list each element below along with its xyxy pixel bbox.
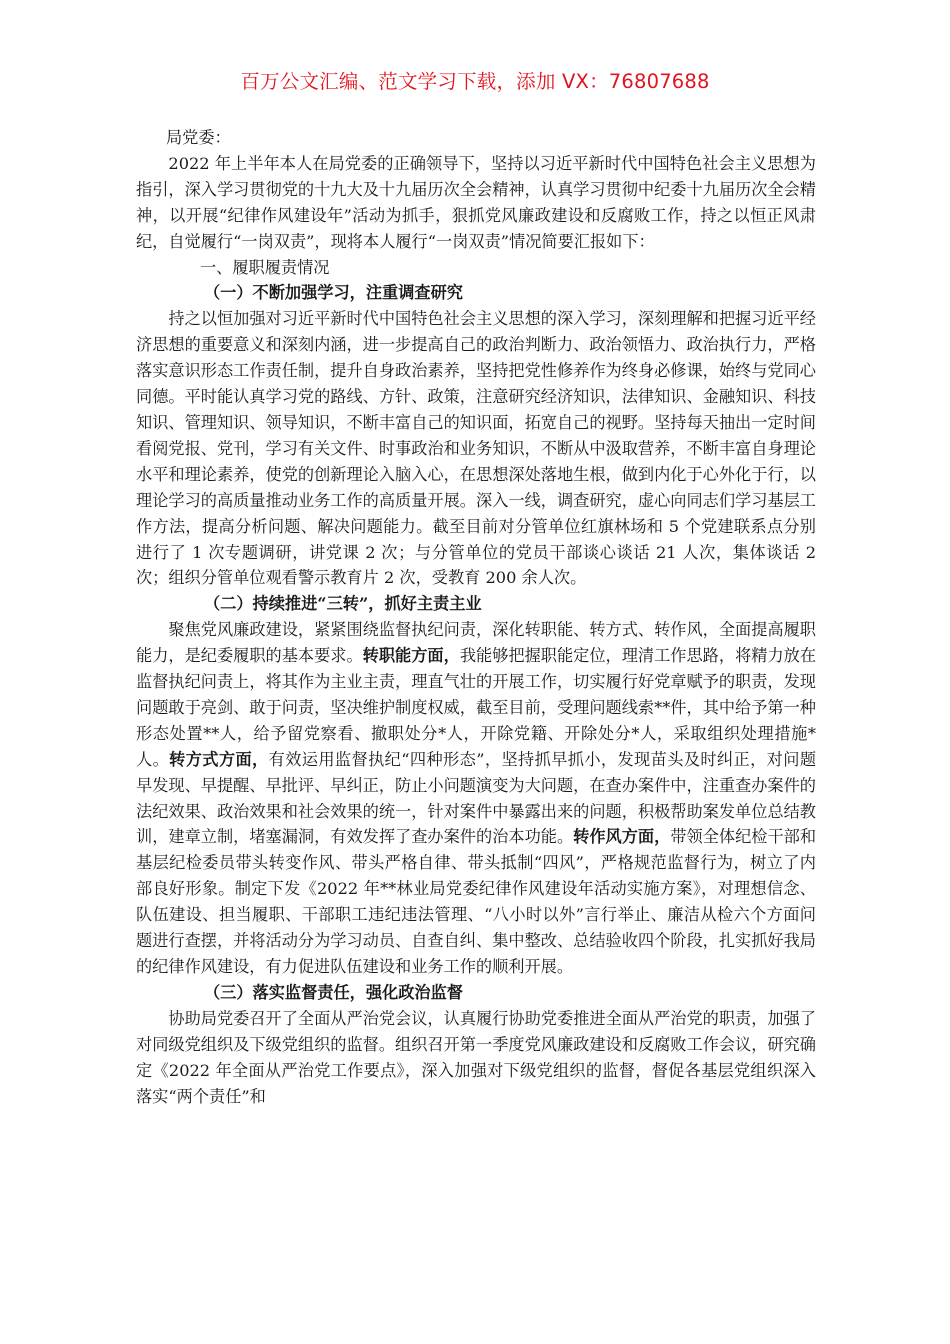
bold-lead: 转作风方面， xyxy=(573,827,671,847)
subsection-paragraph: 协助局党委召开了全面从严治党会议，认真履行协助党委推进全面从严治党的职责，加强了对同级党组织及下级党组织的监督。组织召开第一季度党风廉政建设和反腐败工作会议，研究确定《2022 年全面从严治党工作要点》，深入加强对下级党组织的监督，督促各基层党组织深入落实“两个责任”和 xyxy=(136,1008,816,1106)
subsection-heading: （一）不断加强学习，注重调查研究 xyxy=(204,283,463,303)
bold-lead: 转方式方面， xyxy=(169,749,269,769)
section-heading: 一、履职履责情况 xyxy=(200,257,330,277)
bold-lead: 转职能方面， xyxy=(362,646,460,666)
subsection-heading: （二）持续推进“三转”，抓好主责主业 xyxy=(204,594,482,614)
subsection-heading: （三）落实监督责任，强化政治监督 xyxy=(204,982,463,1002)
subsection-paragraph: 持之以恒加强对习近平新时代中国特色社会主义思想的深入学习，深刻理解和把握习近平经济思想的重要意义和深刻内涵，进一步提高自己的政治判断力、政治领悟力、政治执行力，严格落实意识形态工作责任制，提升自身政治素养，坚持把党性修养作为终身必修课，始终与党同心同德。平时能认真学习党的路线、方针、政策，注意研究经济知识，法律知识、金融知识、科技知识、管理知识、领导知识，不断丰富自己的知识面，拓宽自己的视野。坚持每天抽出一定时间看阅党报、党刊，学习有关文件、时事政治和业务知识，不断从中汲取营养，不断丰富自身理论水平和理论素养，使党的创新理论入脑入心，在思想深处落地生根，做到内化于心外化于行，以理论学习的高质量推动业务工作的高质量开展。深入一线，调查研究，虚心向同志们学习基层工作方法，提高分析问题、解决问题能力。截至目前对分管单位红旗林场和 5 个党建联系点分别进行了 1 次专题调研，讲党课 2 次；与分管单位的党员干部谈心谈话 21 人次，集体谈话 2 次；组织分管单位观看警示教育片 2 次，受教育 200 余人次。 xyxy=(136,309,816,588)
paragraph-text: 带领全体纪检干部和基层纪检委员带头转变作风、带头严格自律、带头抵制“四风”，严格规范监督行为，树立了内部良好形象。制定下发《2022 年**林业局党委纪律作风建设年活动实施方案》，对理想信念、队伍建设、担当履职、干部职工违纪违法管理、“八小时以外”言行举止、廉洁从检六个方面问题进行查摆，并将活动分为学习动员、自查自纠、集中整改、总结验收四个阶段，扎实抓好我局的纪律作风建设，有力促进队伍建设和业务工作的顺利开展。 xyxy=(136,827,817,976)
salutation: 局党委： xyxy=(166,128,231,147)
intro-paragraph: 2022 年上半年本人在局党委的正确领导下，坚持以习近平新时代中国特色社会主义思想为指引，深入学习贯彻党的十九大及十九届历次全会精神，认真学习贯彻中纪委十九届历次全会精神，以开展“纪律作风建设年”活动为抓手，狠抓党风廉政建设和反腐败工作，持之以恒正风肃纪，自觉履行“一岗双责”，现将本人履行“一岗双责”情况简要汇报如下： xyxy=(136,153,816,251)
paragraph-text: 有效运用监督执纪“四种形态”，坚持抓早抓小，发现苗头及时纠正，对问题早发现、早提醒、早批评、早纠正，防止小问题演变为大问题，在查办案件中，注重查办案件的法纪效果、政治效果和社会效果的统一，针对案件中暴露出来的问题，积极帮助案发单位总结教训，建章立制，堵塞漏洞，有效发挥了查办案件的治本功能。 xyxy=(136,749,817,847)
document-body xyxy=(136,125,816,1109)
subsection-paragraph xyxy=(136,617,816,980)
header-banner: 百万公文汇编、范文学习下载，添加 VX：76807688 xyxy=(240,70,710,93)
paragraph-text: 我能够把握职能定位，理清工作思路，将精力放在监督执纪问责上，将其作为主业主责，理直气壮的开展工作，切实履行好党章赋予的职责，发现问题敢于亮剑、敢于问责，坚决维护制度权威，截至目前，受理问题线索**件，其中给予第一种形态处置**人，给予留党察看、撤职处分*人，开除党籍、开除处分*人，采取组织处理措施*人。 xyxy=(136,646,817,769)
paragraph-text: 聚焦党风廉政建设，紧紧围绕监督执纪问责，深化转职能、转方式、转作风，全面提高履职能力，是纪委履职的基本要求。 xyxy=(136,620,816,666)
